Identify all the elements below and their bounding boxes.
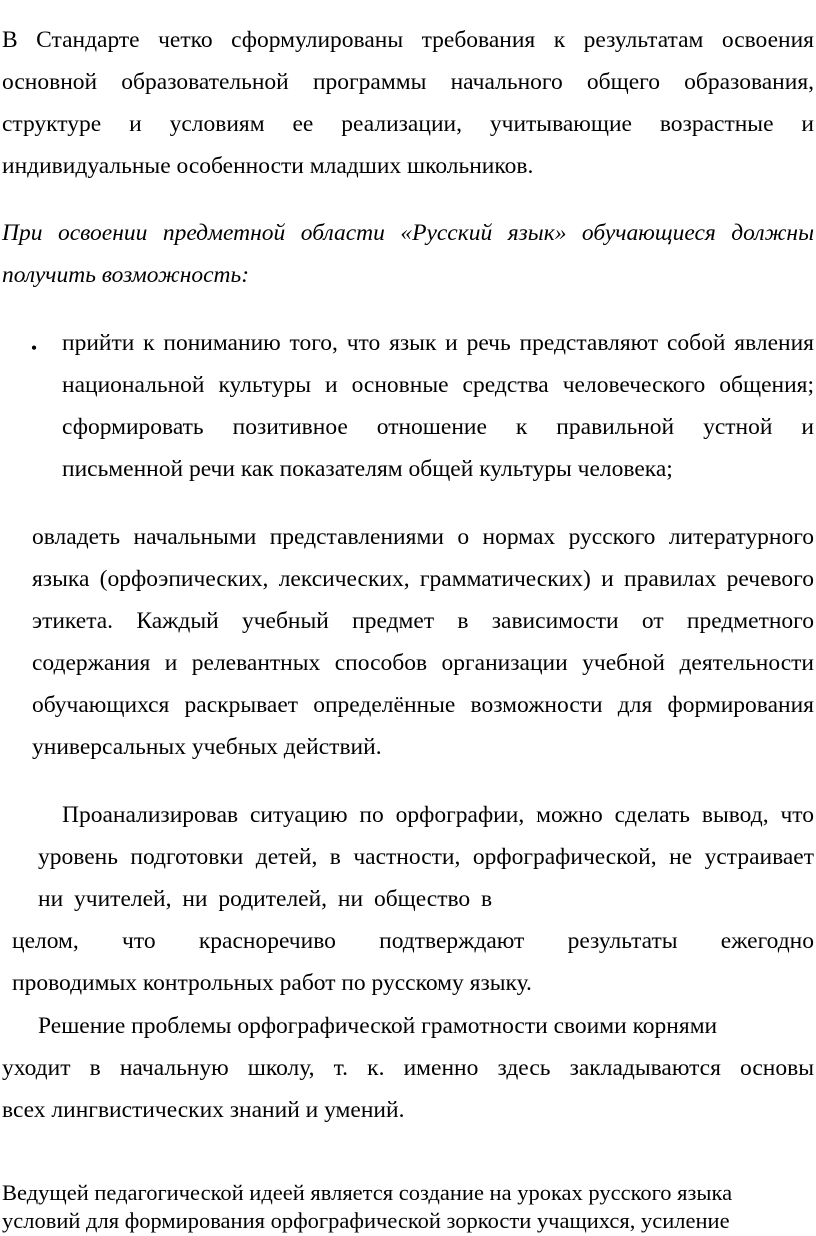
text-line: проводимых контрольных работ по русскому языку. (12, 970, 532, 996)
text-line: Проанализировав ситуацию по орфографии, можно сделать вывод, что (62, 802, 814, 828)
text-line: При освоении предметной области «Русский язык» обучающиеся должны (2, 220, 814, 246)
text-line: универсальных учебных действий. (32, 734, 382, 760)
text-line: целом, что красноречиво подтверждают результаты ежегодно (12, 928, 814, 954)
text-line: условий для формирования орфографической зоркости учащихся, усиление (2, 1208, 730, 1233)
text-line: всех лингвистических знаний и умений. (2, 1097, 405, 1123)
text-line: сформировать позитивное отношение к правильной устной и (62, 414, 814, 440)
text-line: овладеть начальными представлениями о нормах русского литературного (32, 524, 814, 550)
text-line: уходит в начальную школу, т. к. именно здесь закладываются основы (2, 1055, 814, 1081)
text-line: национальной культуры и основные средства человеческого общения; (62, 372, 814, 398)
text-line: этикета. Каждый учебный предмет в зависимости от предметного (32, 608, 814, 634)
text-line: В Стандарте четко сформулированы требования к результатам освоения (2, 27, 814, 53)
bullet-marker: • (30, 338, 38, 358)
text-line: письменной речи как показателям общей культуры человека; (62, 456, 673, 482)
text-line: индивидуальные особенности младших школьников. (2, 153, 534, 179)
text-line: языка (орфоэпических, лексических, грамматических) и правилах речевого (32, 566, 814, 592)
text-line: ни учителей, ни родителей, ни общество в (38, 886, 493, 912)
text-line: содержания и релевантных способов организации учебной деятельности (32, 650, 814, 676)
text-line: структуре и условиям ее реализации, учитывающие возрастные и (2, 111, 814, 137)
text-line: получить возможность: (2, 262, 250, 288)
text-line: основной образовательной программы начального общего образования, (2, 69, 814, 95)
text-line: Ведущей педагогической идеей является создание на уроках русского языка (2, 1180, 733, 1205)
text-line: Решение проблемы орфографической грамотности своими корнями (38, 1013, 718, 1039)
text-line: уровень подготовки детей, в частности, орфографической, не устраивает (38, 844, 814, 870)
text-line: обучающихся раскрывает определённые возможности для формирования (32, 692, 814, 718)
text-line: прийти к пониманию того, что язык и речь представляют собой явления (62, 330, 814, 356)
